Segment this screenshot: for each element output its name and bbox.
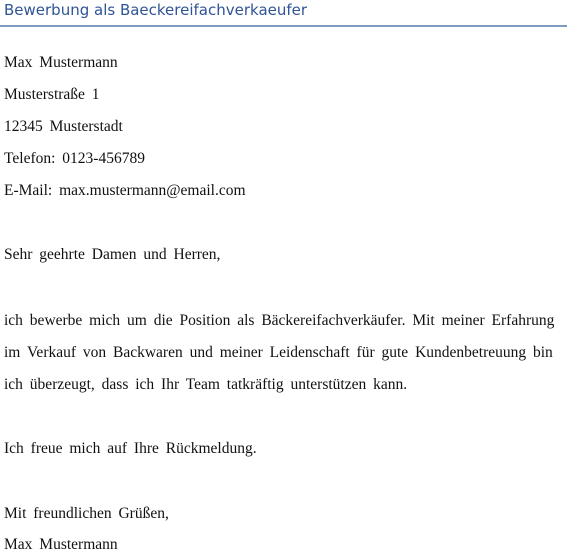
document-title: Bewerbung als Baeckereifachverkaeufer (4, 1, 308, 19)
sender-phone: Telefon: 0123-456789 (4, 150, 145, 167)
sender-city: 12345 Musterstadt (4, 118, 123, 135)
closing-sentence: Ich freue mich auf Ihre Rückmeldung. (4, 440, 257, 457)
signature: Max Mustermann (4, 536, 118, 553)
sender-name: Max Mustermann (4, 54, 118, 71)
sender-street: Musterstraße 1 (4, 86, 100, 103)
document-header (0, 0, 567, 27)
body-line: ich überzeugt, dass ich Ihr Team tatkräftig unterstützen kann. (4, 376, 408, 393)
closing: Mit freundlichen Grüßen, (4, 505, 169, 522)
salutation: Sehr geehrte Damen und Herren, (4, 246, 221, 263)
sender-email: E-Mail: max.mustermann@email.com (4, 182, 246, 199)
body-line: im Verkauf von Backwaren und meiner Leidenschaft für gute Kundenbetreuung bin (4, 344, 553, 361)
body-line: ich bewerbe mich um die Position als Bäckereifachverkäufer. Mit meiner Erfahrung (4, 312, 555, 329)
